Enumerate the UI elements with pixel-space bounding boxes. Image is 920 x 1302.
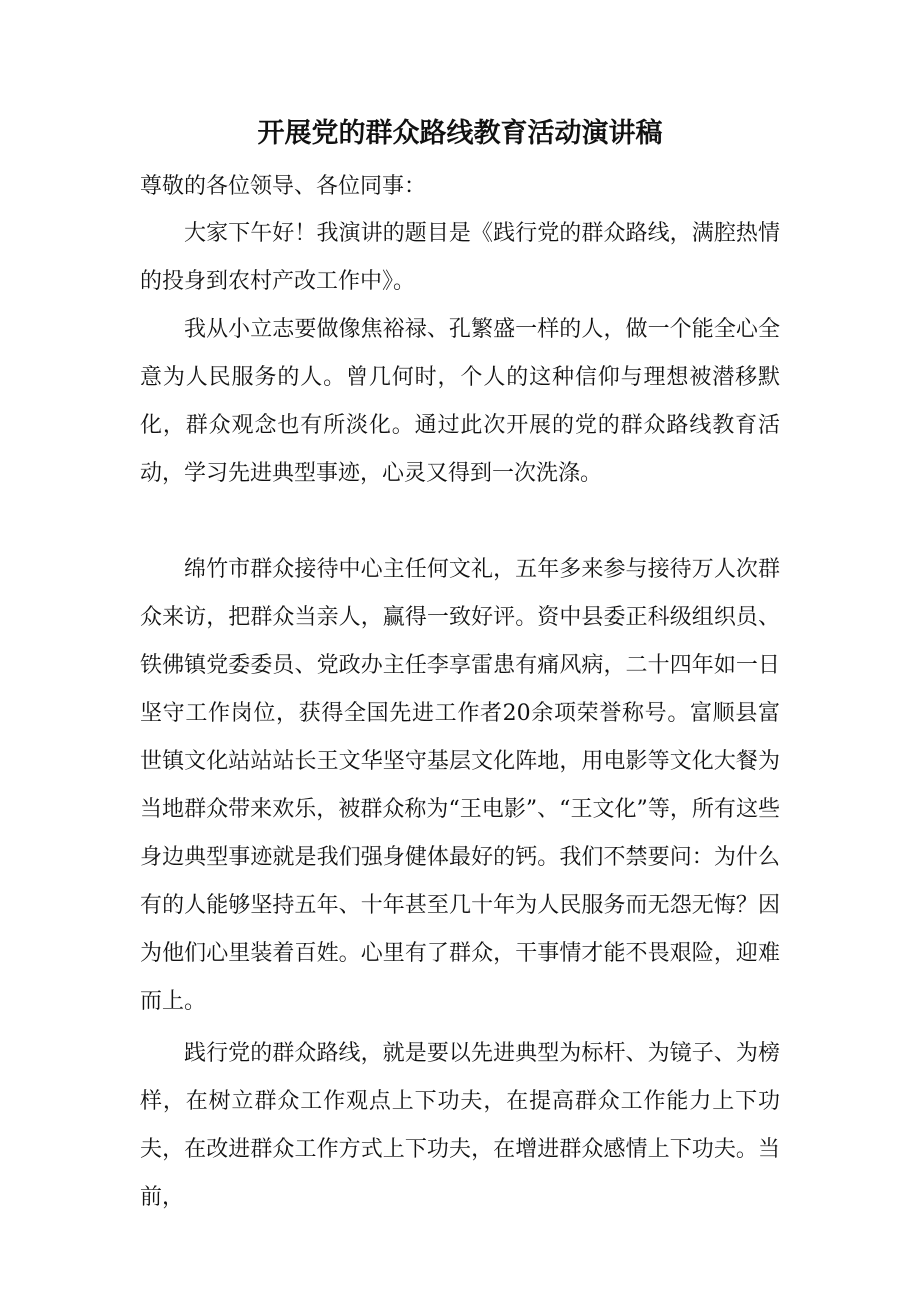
paragraph: 大家下午好！我演讲的题目是《践行党的群众路线，满腔热情的投身到农村产改工作中》。 [140, 221, 780, 294]
paragraph: 践行党的群众路线，就是要以先进典型为标杆、为镜子、为榜样，在树立群众工作观点上下功夫，在提高群众工作能力上下功夫，在改进群众工作方式上下功夫，在增进群众感情上下功夫。当前， [140, 1041, 780, 1210]
paragraph: 我从小立志要做像焦裕禄、孔繁盛一样的人，做一个能全心全意为人民服务的人。曾几何时，个人的这种信仰与理想被潜移默化，群众观念也有所淡化。通过此次开展的党的群众路线教育活动，学习先进典型事迹，心灵又得到一次洗涤。 [140, 317, 780, 486]
document-title: 开展党的群众路线教育活动演讲稿 [257, 118, 663, 149]
greeting: 尊敬的各位领导、各位同事： [140, 174, 427, 199]
paragraph: 绵竹市群众接待中心主任何文礼，五年多来参与接待万人次群众来访，把群众当亲人，赢得一致好评。资中县委正科级组织员、铁佛镇党委委员、党政办主任李享雷患有痛风病，二十四年如一日坚守工作岗位，获得全国先进工作者20余项荣誉称号。富顺县富世镇文化站站站长王文华坚守基层文化阵地，用电影等文化大餐为当地群众带来欢乐，被群众称为“王电影”、“王文化”等，所有这些身边典型事迹就是我们强身健体最好的钙。我们不禁要问：为什么有的人能够坚持五年、十年甚至几十年为人民服务而无怨无悔？因为他们心里装着百姓。心里有了群众，干事情才能不畏艰险，迎难而上。 [140, 557, 780, 1014]
